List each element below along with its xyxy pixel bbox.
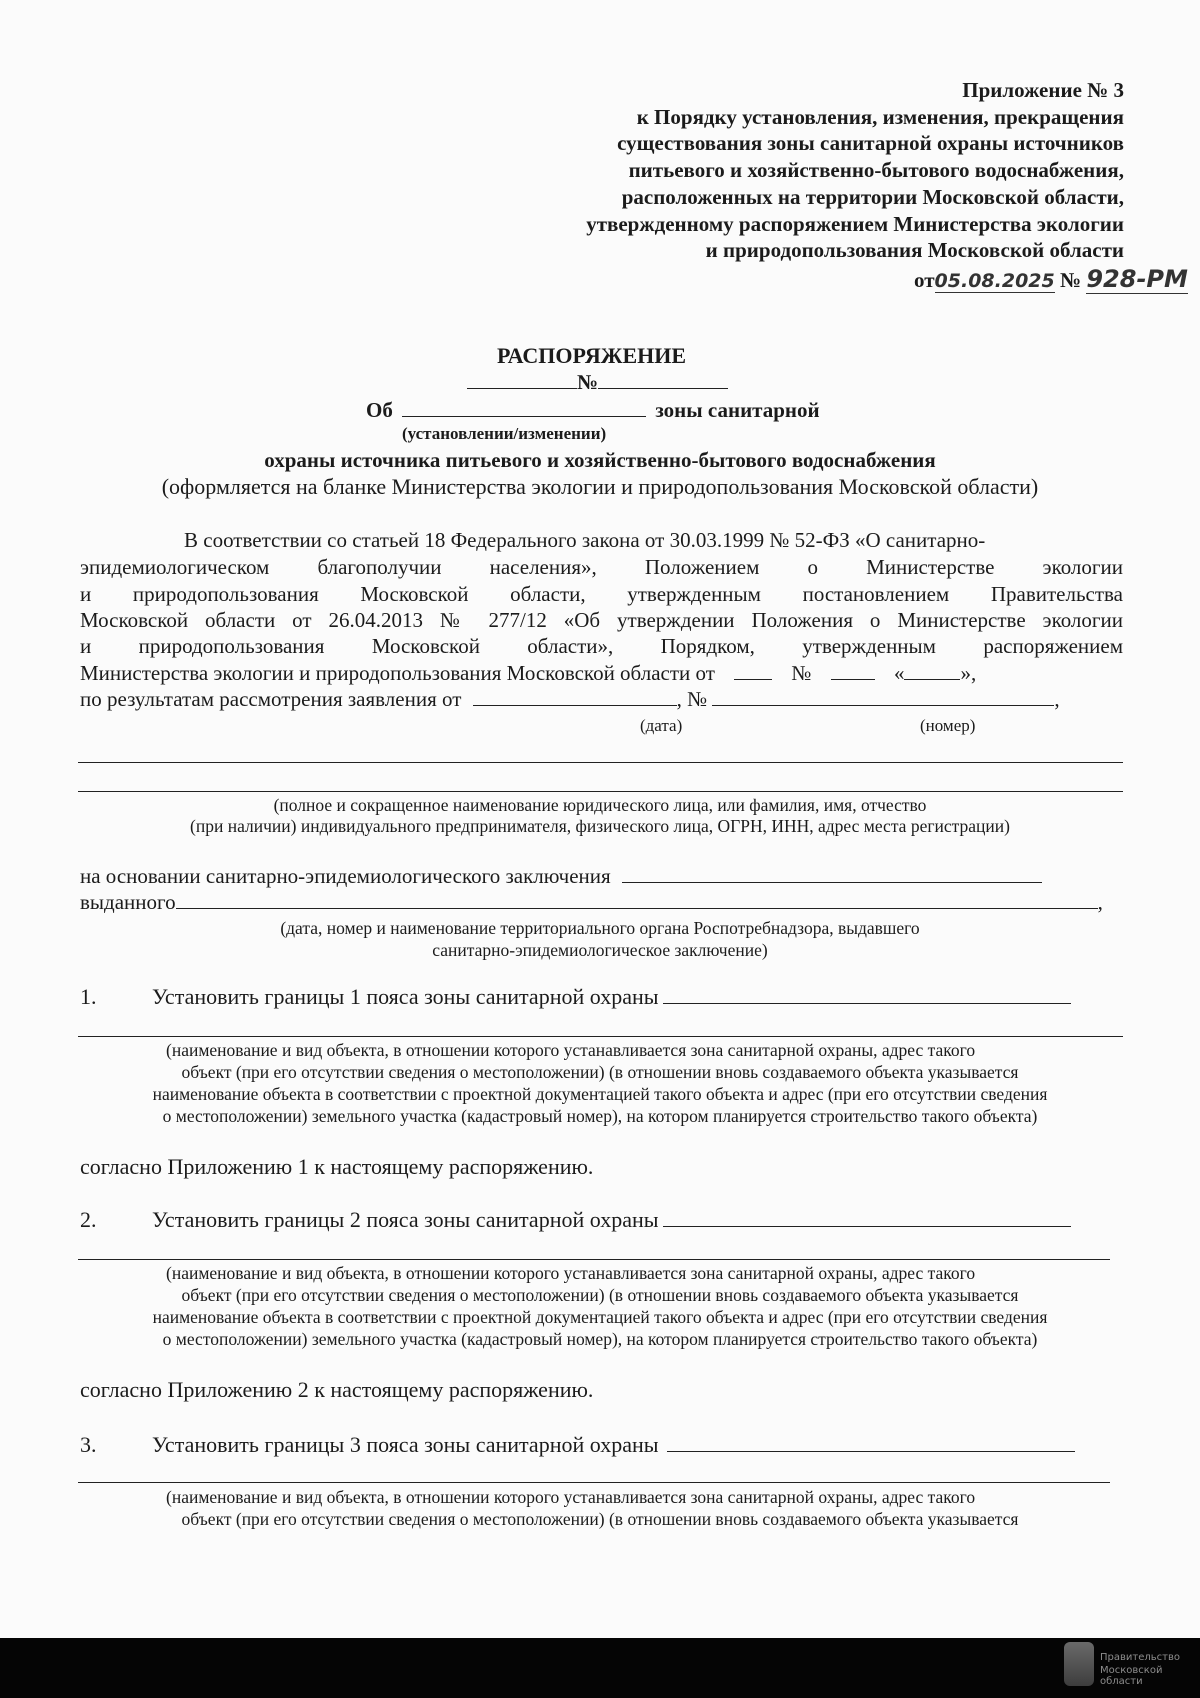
appendix-title: Приложение № 3 [962,78,1124,102]
number-sign: № [687,687,708,711]
paragraph-line: и природопользования Московской области», Порядком, утвержденным распоряжением [80,634,1123,658]
issuer-hint: (дата, номер и наименование территориального органа Роспотребнадзора, выдавшего [280,918,920,938]
handwritten-number: 928-РМ [1086,265,1188,293]
issued-label: выданного [80,890,176,914]
item-3-blank-line [78,1482,1110,1483]
header-line: к Порядку установления, изменения, прекращения [636,105,1124,129]
header-date-row [914,265,1188,293]
header-line: и природопользования Московской области [705,238,1124,262]
header-line: утвержденному распоряжением Министерства экологии [586,212,1124,236]
order-number-row [467,370,728,395]
number-sign: № [791,661,812,685]
applicant-hint: (полное и сокращенное наименование юридического лица, или фамилия, имя, отчество [273,795,927,815]
basis-row [80,864,1042,889]
ministry-text: Министерства экологии и природопользования Московской области от [80,661,715,685]
application-line: по результатам рассмотрения заявления от , № , [80,687,1060,711]
item-1-hint: наименование объекта в соответствии с проектной документацией такого объекта и адрес (при его отсутствии сведения [152,1084,1048,1104]
stamp-text: Правительство [1100,1652,1180,1663]
number-sign: № [1060,268,1082,292]
item-2-row [152,1207,1071,1233]
item-3-text: Установить границы 3 пояса зоны санитарной охраны [152,1432,659,1457]
item-2-hint: наименование объекта в соответствии с проектной документацией такого объекта и адрес (при его отсутствии сведения [152,1307,1048,1327]
basis-text: на основании санитарно-эпидемиологического заключения [80,864,611,888]
item-1-number: 1. [80,984,97,1009]
header-line: расположенных на территории Московской области, [621,185,1124,209]
hint-number: (номер) [920,716,976,735]
item-1-hint: о местоположении) земельного участка (кадастровый номер), на котором планируется строительство такого объекта) [162,1106,1038,1126]
item-3-hint: (наименование и вид объекта, в отношении которого устанавливается зона санитарной охраны, адрес такого [166,1487,976,1507]
number-sign: № [577,370,599,394]
about-row [366,398,820,423]
about-prefix: Об [366,398,393,422]
about-hint: (установлении/изменении) [402,424,607,443]
ministry-line [80,661,976,686]
item-1-row [152,984,1071,1010]
document-heading: РАСПОРЯЖЕНИЕ [497,343,687,368]
title-line-3: охраны источника питьевого и хозяйственно-бытового водоснабжения [264,448,936,472]
date-prefix: от [914,268,935,292]
item-2-number: 2. [80,1207,97,1232]
handwritten-date: 05.08.2025 [934,270,1055,292]
paragraph-line: Московской области от 26.04.2013 № 277/12 «Об утверждении Положения о Министерстве экологии [80,608,1123,632]
applicant-line-2 [78,791,1123,792]
item-1-hint: объект (при его отсутствии сведения о местоположении) (в отношении вновь создаваемого объекта указывается [181,1062,1019,1082]
issued-row: выданного , [80,890,1103,914]
emblem-icon [1064,1642,1094,1686]
about-suffix: зоны санитарной [655,398,820,422]
item-2-hint: о местоположении) земельного участка (кадастровый номер), на котором планируется строительство такого объекта) [162,1329,1038,1349]
item-2-blank-line [78,1259,1110,1260]
item-2-text: Установить границы 2 пояса зоны санитарной охраны [152,1207,659,1232]
quote-open: « [893,661,905,685]
item-3-number: 3. [80,1432,97,1457]
applicant-line-1 [78,762,1123,763]
paragraph-line: В соответствии со статьей 18 Федерального закона от 30.03.1999 № 52-ФЗ «О санитарно- [184,528,986,552]
item-3-row [152,1432,1075,1458]
item-1-blank-line [78,1036,1123,1037]
item-2-tail: согласно Приложению 2 к настоящему распоряжению. [80,1377,594,1402]
header-line: существования зоны санитарной охраны источников [617,131,1124,155]
paragraph-line: и природопользования Московской области, утвержденным постановлением Правительства [80,582,1123,606]
header-line: питьевого и хозяйственно-бытового водоснабжения, [628,158,1124,182]
quote-close: », [960,661,977,685]
item-1-text: Установить границы 1 пояса зоны санитарной охраны [152,984,659,1009]
item-2-hint: объект (при его отсутствии сведения о местоположении) (в отношении вновь создаваемого объекта указывается [181,1285,1019,1305]
hint-date: (дата) [640,716,683,735]
footer-bar [0,1638,1200,1698]
blank-note: (оформляется на бланке Министерства экологии и природопользования Московской области) [161,474,1039,499]
issuer-hint: санитарно-эпидемиологическое заключение) [432,940,768,960]
stamp-text: Московской области [1100,1665,1163,1687]
item-2-hint: (наименование и вид объекта, в отношении которого устанавливается зона санитарной охраны, адрес такого [166,1263,976,1283]
applicant-hint: (при наличии) индивидуального предпринимателя, физического лица, ОГРН, ИНН, адрес места регистрации) [190,816,1010,836]
item-3-hint: объект (при его отсутствии сведения о местоположении) (в отношении вновь создаваемого объекта указывается [181,1509,1019,1529]
application-text: по результатам рассмотрения заявления от [80,687,462,711]
paragraph-line: эпидемиологическом благополучии населения», Положением о Министерстве экологии [80,555,1123,579]
item-1-hint: (наименование и вид объекта, в отношении которого устанавливается зона санитарной охраны, адрес такого [166,1040,976,1060]
item-1-tail: согласно Приложению 1 к настоящему распоряжению. [80,1154,594,1179]
